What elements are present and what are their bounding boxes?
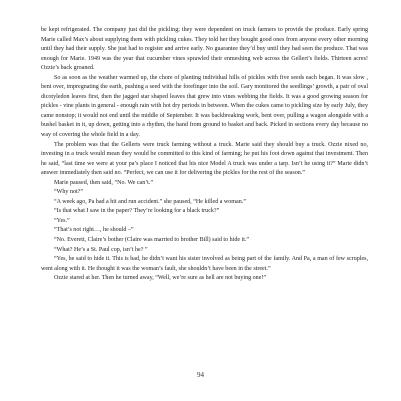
paragraph: “Yes.”: [54, 217, 70, 224]
paragraph: So as soon as the weather warmed up, the chore of planting individual hills of pickles with five seeds each began. It was slow , bent over, impregnating the earth, pushing a seed with the forefinger into the soil. Gary monitored the seedlings’ growth, a pair of oval dicotyledon leaves first, then the jagged star shaped leaves that grew into vines webbing the fields. It was a good growing season for pickles - vine plants in general - enough rain with hot dry periods in between. When the cukes came to pickling size by early July, they came nonstop; it would not end until the middle of September. It was backbreaking work, bent over, pulling a wagon alongside with a bushel basket in it, up down, getting into a rhythm, the hand from ground to basket and back. Picked in sections every day because no way of covering the whole field in a day.: [41, 74, 368, 139]
paragraph: Ozzie stared at her. Then he turned away, “Well, we’re sure as hell are not buying one!”: [54, 275, 267, 282]
page-number: 94: [197, 371, 204, 379]
body-text: [41, 26, 368, 284]
paragraph: Marie paused, then said, “No. We can’t.”: [54, 179, 154, 186]
paragraph: “What? He’s a St. Paul cop, isn’t he? ”: [54, 246, 148, 253]
paragraph: be kept refrigerated. The company just did the pickling; they were dependent on truck farmers to provide the produce. Early spring Marie called Max’s about supplying them with pickling cukes. They told her they bought good ones from anyone every other morning until they had their supply. She just had to register and arrive early. No guarantee they’d buy until they had seen the produce. That was enough for Marie. 1949 was the year that cucumber vines sprawled their enmeshing web across the Gellert’s fields. Thirteen acres! Ozzie’s back groaned.: [41, 27, 368, 72]
paragraph: The problem was that the Gellerts were truck farming without a truck. Marie said they should buy a truck. Ozzie nixed no, investing in a truck would mean they would be committed to this kind of farming; he put his foot down against that investment. Then he said, “last time we were at your pa’s place I noticed that his nice Model A truck was under a tarp. Isn’t he using it?” Marie didn’t answer immediately then said no. “Perfect, we can use it for delivering the pickles for the rest of the season.”: [41, 141, 368, 177]
paragraph: “That’s not right…, he should –”: [54, 227, 134, 234]
paragraph: “No. Everett, Claire’s bother (Claire was married to brother Bill) said to hide it.”: [54, 237, 250, 244]
paragraph: “Yes, he said to hide it. This is bad, he didn’t want his sister involved as being part of the family. And Pa, a man of few scruples, went along with it. He thought it was the woman’s fault, she shouldn’t have been in the street.”: [41, 256, 368, 272]
paragraph: “A week ago, Pa had a hit and run accident.” she paused, “He killed a woman.”: [54, 198, 246, 205]
paragraph: “Why not?”: [54, 189, 84, 196]
paragraph: “Is that what I saw in the paper? They’re looking for a black truck?”: [54, 208, 220, 215]
